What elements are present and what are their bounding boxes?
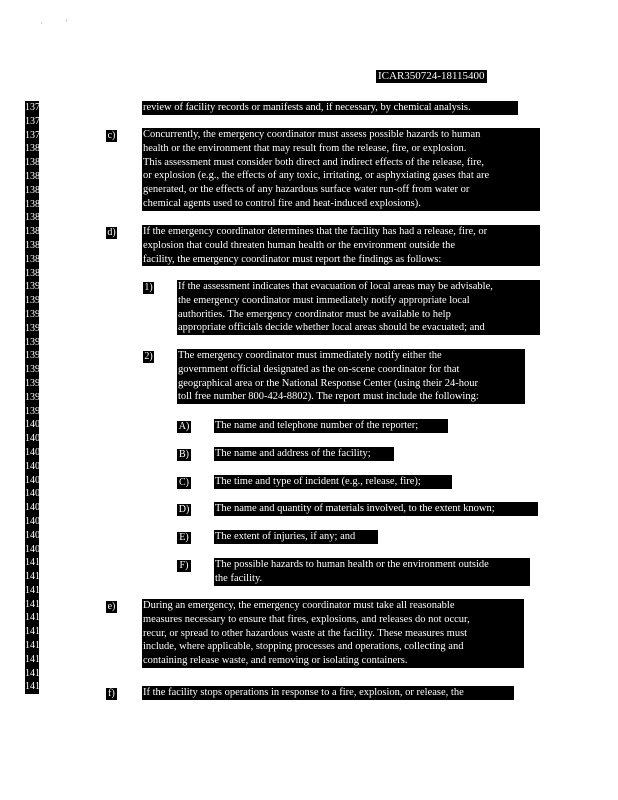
list-marker: D)	[178, 504, 190, 515]
text-line: During an emergency, the emergency coordinator must take all reasonable	[143, 600, 455, 611]
line-number: 1405	[25, 488, 45, 500]
list-marker: e)	[107, 601, 116, 612]
line-number: 1419	[25, 681, 45, 693]
text-line: the emergency coordinator must immediately notify appropriate local	[178, 294, 470, 306]
list-marker: E)	[177, 532, 191, 544]
text-line: include, where applicable, stopping processes and operations, collecting and	[143, 641, 464, 653]
line-number: 1410	[25, 557, 45, 569]
text-line: toll free number 800-424-8802). The report must include the following:	[178, 391, 479, 403]
line-number: 1403	[25, 460, 45, 472]
line-number: 1412	[25, 584, 45, 596]
text-line: appropriate officials decide whether local areas should be evacuated; and	[178, 322, 485, 334]
line-number: 1399	[25, 405, 45, 417]
line-number: 1382	[25, 170, 45, 182]
line-number: 1393	[25, 322, 45, 334]
line-number: 1417	[25, 653, 45, 665]
line-number: 1378	[25, 115, 45, 127]
text-line: If the emergency coordinator determines that the facility has had a release, fire, or	[143, 226, 488, 237]
line-number: 1398	[25, 391, 45, 403]
paragraph-e	[142, 599, 524, 668]
line-number: 1406	[25, 502, 45, 514]
paragraph-line: The name and quantity of materials involved, to the extent known;	[214, 502, 538, 516]
text-line: generated, or the effects of any hazardous surface water run-off from water or	[143, 184, 470, 196]
line-number: 1400	[25, 419, 45, 431]
paragraph-line: The name and telephone number of the reporter;	[214, 419, 448, 433]
line-number: 1397	[25, 377, 45, 389]
paragraph-d1	[177, 280, 540, 335]
line-number: 1386	[25, 226, 45, 238]
paragraph-F	[214, 558, 530, 586]
line-number: 1389	[25, 267, 45, 279]
line-number: 1388	[25, 253, 45, 265]
scan-speckles: · '	[40, 18, 68, 28]
line-number: 1385	[25, 212, 45, 224]
line-number: 1396	[25, 364, 45, 376]
line-number: 1404	[25, 474, 45, 486]
line-number: 1409	[25, 543, 45, 555]
list-marker: 2)	[144, 351, 153, 362]
text-line: The emergency coordinator must immediately notify either the	[178, 350, 442, 361]
paragraph-line: If the facility stops operations in response to a fire, explosion, or release, the	[142, 686, 514, 700]
line-number: 1390	[25, 281, 45, 293]
list-marker: C)	[179, 477, 189, 488]
list-marker: c)	[107, 130, 116, 141]
text-line: chemical agents used to control fire and heat-induced explosions).	[143, 197, 421, 209]
line-number: 1387	[25, 239, 45, 251]
line-number: 1381	[25, 157, 45, 169]
line-number-column	[25, 101, 45, 694]
paragraph-line: The time and type of incident (e.g., release, fire);	[214, 475, 452, 489]
line-number: 1414	[25, 612, 45, 624]
line-number: 1407	[25, 515, 45, 527]
line-number: 1413	[25, 598, 45, 610]
paragraph-line: The extent of injuries, if any; and	[214, 530, 378, 544]
line-number: 1401	[25, 433, 45, 445]
text-line: recur, or spread to other hazardous waste at the facility. These measures must	[143, 627, 468, 639]
paragraph-line: The name and address of the facility;	[214, 447, 394, 461]
text-line: health or the environment that may result from the release, fire, or explosion.	[143, 142, 467, 154]
text-line: geographical area or the National Response Center (using their 24-hour	[178, 377, 479, 389]
line-number: 1384	[25, 198, 45, 210]
list-marker: B)	[179, 449, 189, 460]
line-number: 1394	[25, 336, 45, 348]
paragraph-c	[142, 128, 540, 211]
line-number: 1415	[25, 626, 45, 638]
line-number: 1377	[25, 102, 45, 113]
line-number: 1418	[25, 667, 45, 679]
list-marker: 1)	[144, 282, 153, 293]
text-line: containing release waste, and removing or isolating containers.	[143, 655, 408, 667]
text-line: Concurrently, the emergency coordinator must assess possible hazards to human	[143, 129, 481, 140]
text-line: facility, the emergency coordinator must report the findings as follows:	[143, 253, 442, 265]
text-line: The possible hazards to human health or the environment outside	[215, 559, 489, 570]
text-line: authorities. The emergency coordinator must be available to help	[178, 308, 451, 320]
line-number: 1411	[25, 571, 45, 583]
line-number: 1379	[25, 129, 45, 141]
document-id: ICAR350724-18115400	[378, 70, 485, 82]
line-number: 1408	[25, 529, 45, 541]
list-marker: d)	[107, 227, 116, 238]
line-number: 1416	[25, 640, 45, 652]
line-number: 1395	[25, 350, 45, 362]
text-line: explosion that could threaten human health or the environment outside the	[143, 239, 456, 251]
line-number: 1391	[25, 295, 45, 307]
line-number: 1380	[25, 143, 45, 155]
paragraph-d	[142, 225, 540, 266]
line-number: 1392	[25, 308, 45, 320]
text-line: government official designated as the on-scene coordinator for that	[178, 363, 460, 375]
paragraph-line: review of facility records or manifests and, if necessary, by chemical analysis.	[142, 101, 518, 115]
line-number: 1383	[25, 184, 45, 196]
text-line: If the assessment indicates that evacuation of local areas may be advisable,	[178, 281, 493, 292]
list-marker: F)	[177, 560, 191, 572]
text-line: or explosion (e.g., the effects of any toxic, irritating, or asphyxiating gases that are	[143, 170, 490, 182]
text-line: measures necessary to ensure that fires, explosions, and releases do not occur,	[143, 613, 470, 625]
text-line: the facility.	[215, 572, 263, 584]
list-marker: A)	[178, 421, 190, 432]
paragraph-d2	[177, 349, 525, 404]
list-marker: f)	[106, 688, 117, 700]
line-number: 1402	[25, 446, 45, 458]
text-line: This assessment must consider both direct and indirect effects of the release, fire,	[143, 156, 484, 168]
